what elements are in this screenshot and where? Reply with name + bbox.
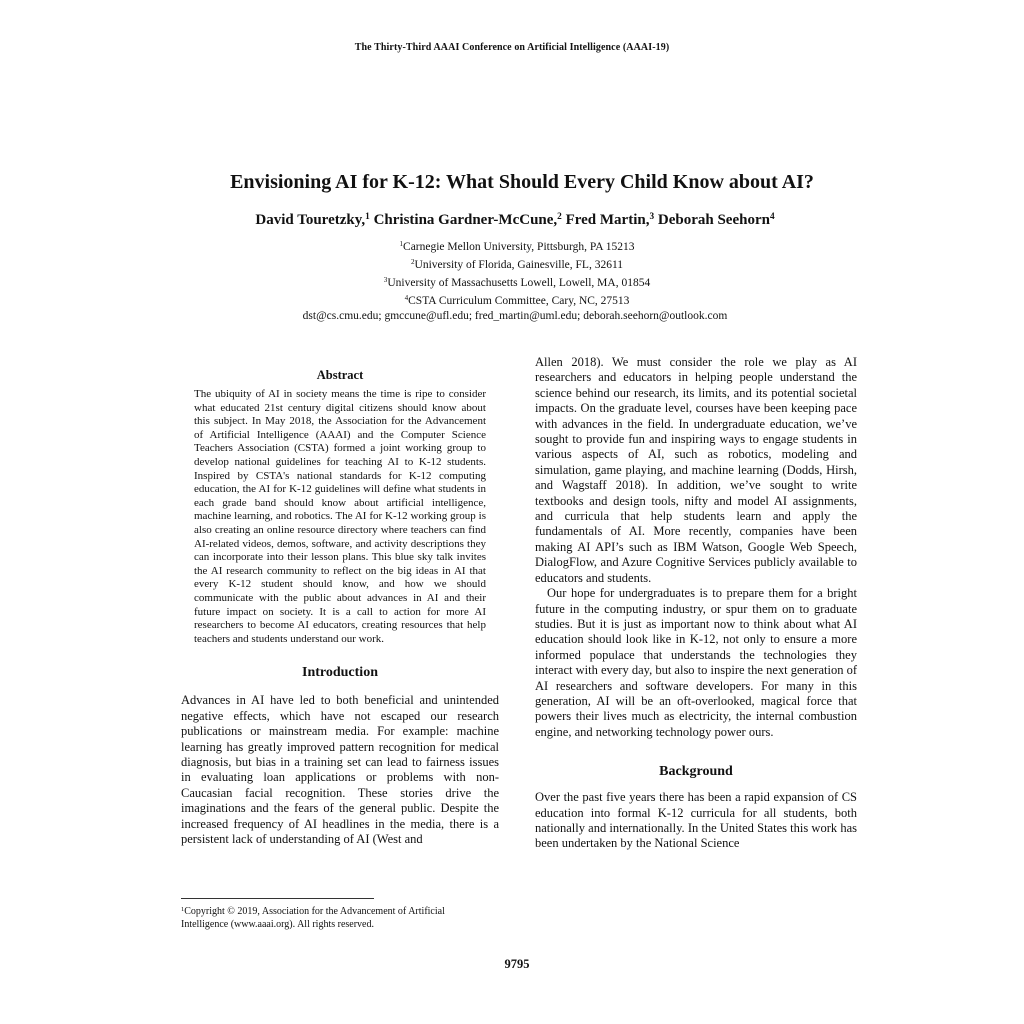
background-heading: Background — [659, 764, 733, 780]
author-name: Deborah Seehorn — [657, 212, 770, 228]
background-paragraph: Over the past five years there has been a rapid expansion of CS education into formal K-12 curricula for all students, both nationally and internationally. In the United States this work has been undertaken by the National Science — [535, 790, 857, 851]
author-name: Fred Martin, — [565, 212, 650, 228]
author-affiliation-mark: 1 — [365, 211, 370, 222]
introduction-paragraph-2: Our hope for undergraduates is to prepare them for a bright future in the computing industry, or spur them on to graduate studies. But it is just as important now to think about what AI education should look like in K-12, not only to ensure a more informed populace that understands the technologies they interact with every day, but also to inspire the next generation of AI researchers and software developers. For many in this generation, AI will be an oft-overlooked, magical force that powers their lives much as electricity, the internal combustion engine, and networking technology power ours. — [535, 586, 858, 739]
copyright-footnote — [181, 906, 481, 931]
abstract-text: The ubiquity of AI in society means the time is ripe to consider what educated 21st century digital citizens should know about this subject. In May 2018, the Association for the Advancement of Artificial Intelligence (AAAI) and the Computer Science Teachers Association (CSTA) formed a joint working group to develop national guidelines for teaching AI to K-12 students. Inspired by CSTA's national standards for K-12 computing education, the AI for K-12 guidelines will define what students in each grade band should know about artificial intelligence, machine learning, and robotics. The AI for K-12 working group is also creating an online resource directory where teachers can find AI-related videos, demos, software, and activity descriptions they can incorporate into their lesson plans. This blue sky talk invites the AI research community to reflect on the big ideas in AI that every K-12 student should know, and how we should communicate with the public about advances in AI and their future impact on society. It is a call to action for more AI researchers to become AI educators, creating resources that help teachers and students understand our work. — [194, 388, 486, 645]
affiliation-mark: 1 — [399, 240, 404, 249]
affiliation — [0, 256, 1024, 274]
affiliation — [0, 292, 1024, 310]
author-affiliation-mark: 3 — [649, 211, 655, 222]
author-name: David Touretzky, — [255, 212, 366, 228]
author-affiliation-mark: 4 — [769, 211, 775, 222]
author-list — [0, 212, 1024, 229]
footnote-text: Copyright © 2019, Association for the Advancement of Artificial Intelligence (www.aaai.org). All rights reserved. — [181, 906, 445, 930]
affiliation-mark: 3 — [383, 276, 388, 285]
affiliation-text: CSTA Curriculum Committee, Cary, NC, 27513 — [408, 295, 630, 307]
affiliation — [0, 238, 1024, 256]
right-column — [535, 355, 857, 852]
introduction-paragraph-1: Advances in AI have led to both beneficial and unintended negative effects, which have not escaped our research publications or mainstream media. For example: machine learning has greatly improved pattern recognition for medical diagnosis, but bias in a training set can lead to fairness issues in evaluating loan applications or problems with non-Caucasian facial recognition. These stories drive the imaginations and the fears of the general public. Despite the increased frequency of AI headlines in the media, there is a persistent lack of understanding of AI (West and — [181, 693, 499, 846]
author-emails: dst@cs.cmu.edu; gmccune@ufl.edu; fred_martin@uml.edu; deborah.seehorn@outlook.com — [302, 310, 728, 322]
running-head: The Thirty-Third AAAI Conference on Artificial Intelligence (AAAI-19) — [354, 42, 670, 53]
affiliation-mark: 4 — [404, 294, 409, 303]
footnote-mark: 1 — [181, 905, 185, 913]
introduction-paragraph-1-continued: Allen 2018). We must consider the role we play as AI researchers and educators in helping people understand the science behind our research, its limits, and its potential societal impacts. On the graduate level, courses have been keeping pace with advances in the field. In undergraduate education, we’ve sought to provide fun and inspiring ways to engage students in various aspects of AI, such as robotics, modeling and simulation, game playing, and machine learning (Dodds, Hirsh, and Wagstaff 2018). In addition, we’ve sought to write textbooks and design tools, nifty and model AI assignments, and curricula that help students learn and apply the fundamentals of AI. More recently, companies have been making AI API’s such as IBM Watson, Google Web Speech, DialogFlow, and Azure Cognitive Services publicly available to educators and students. — [535, 355, 857, 585]
author-name: Christina Gardner-McCune, — [373, 212, 558, 228]
introduction-heading: Introduction — [302, 665, 378, 681]
affiliation — [0, 274, 1024, 292]
page-number: 9795 — [504, 957, 530, 971]
affiliation-list — [0, 238, 1024, 310]
affiliation-text: University of Massachusetts Lowell, Lowell, MA, 01854 — [387, 277, 651, 289]
affiliation-text: University of Florida, Gainesville, FL, 32611 — [414, 259, 624, 271]
author-affiliation-mark: 2 — [557, 211, 562, 222]
left-column — [181, 368, 499, 847]
abstract-heading: Abstract — [316, 368, 364, 382]
paper-title: Envisioning AI for K-12: What Should Every Child Know about AI? — [230, 171, 814, 193]
footnote-rule — [181, 898, 374, 899]
affiliation-mark: 2 — [410, 258, 415, 267]
affiliation-text: Carnegie Mellon University, Pittsburgh, PA 15213 — [403, 241, 635, 253]
abstract — [194, 368, 486, 646]
